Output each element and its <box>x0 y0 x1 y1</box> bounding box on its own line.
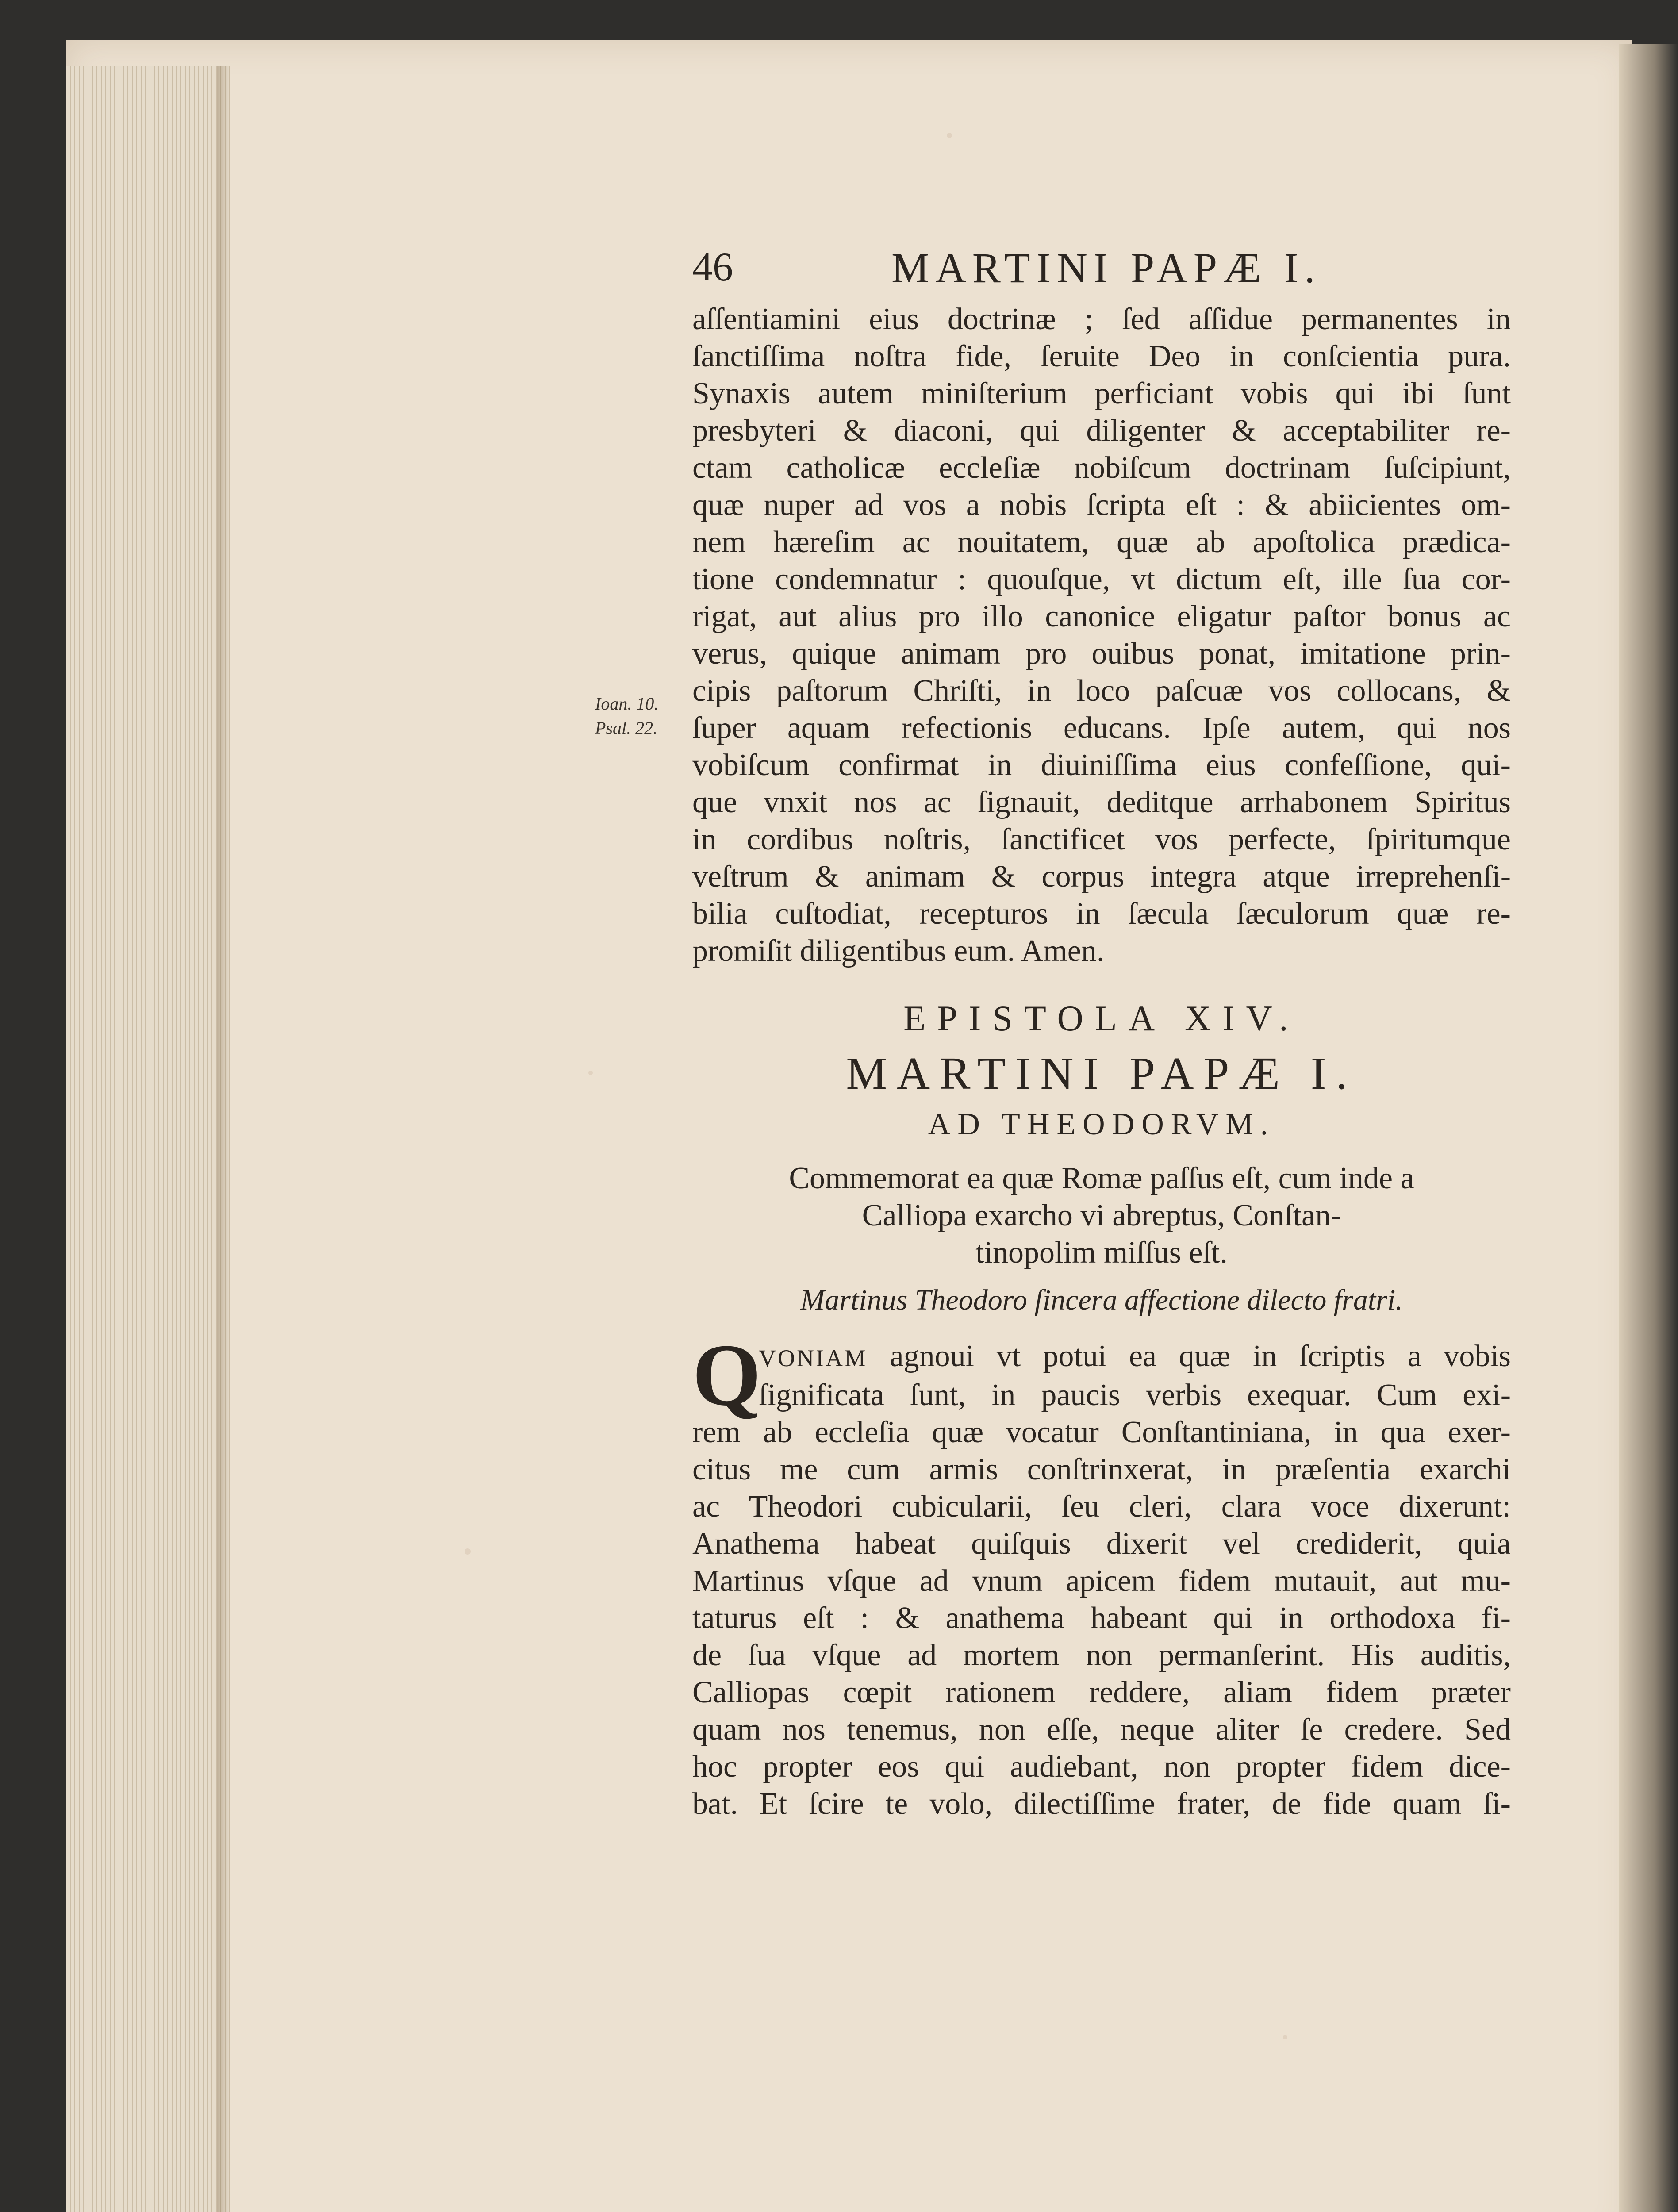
letter-body <box>692 1326 1511 1823</box>
text-line: ac Theodori cubicularii, ſeu cleri, clara voce dixerunt: <box>692 1490 1511 1524</box>
text-line: bilia cuſtodiat, recepturos in ſæcula ſæculorum quæ re- <box>692 897 1511 931</box>
text-line: Anathema habeat quiſquis dixerit vel crediderit, quia <box>692 1527 1511 1561</box>
text-line: ſignificata ſunt, in paucis verbis exequar. Cum exi- <box>759 1378 1511 1412</box>
text-line: vobiſcum confirmat in diuiniſſima eius confeſſione, qui- <box>692 748 1511 782</box>
summary-line: tinopolim miſſus eſt. <box>975 1236 1228 1270</box>
text-line: promiſit diligentibus eum. Amen. <box>692 934 1105 968</box>
text-line: cipis paſtorum Chriſti, in loco paſcuæ vos collocans, & <box>692 674 1511 708</box>
epistola-author: MARTINI PAPÆ I. <box>846 1048 1357 1099</box>
foxing-spot <box>947 133 952 138</box>
text-line: Calliopas cœpit rationem reddere, aliam fidem præter <box>692 1675 1511 1709</box>
text-line: taturus eſt : & anathema habeant qui in orthodoxa fi- <box>692 1601 1511 1635</box>
foxing-spot <box>465 1548 471 1555</box>
page-edges <box>66 66 230 2212</box>
epistola-heading: EPISTOLA XIV. <box>903 998 1300 1038</box>
foxing-spot <box>1283 2035 1287 2039</box>
text-line: presbyteri & diaconi, qui diligenter & acceptabiliter re- <box>692 414 1511 448</box>
text-line: nem hæreſim ac nouitatem, quæ ab apoſtolica prædica- <box>692 525 1511 559</box>
text-line: in cordibus noſtris, ſanctificet vos perfecte, ſpiritumque <box>692 822 1511 856</box>
text-line: aſſentiamini eius doctrinæ ; ſed aſſidue permanentes in <box>692 302 1511 336</box>
text-line: bat. Et ſcire te volo, dilectiſſime frater, de fide quam ſi- <box>692 1787 1511 1821</box>
summary-line: Calliopa exarcho vi abreptus, Conſtan- <box>862 1198 1341 1233</box>
text-line: ctam catholicæ eccleſiæ nobiſcum doctrinam ſuſcipiunt, <box>692 451 1511 485</box>
foxing-spot <box>588 1071 593 1075</box>
text-line: verus, quique animam pro ouibus ponat, imitatione prin- <box>692 637 1511 671</box>
page-number: 46 <box>692 244 733 289</box>
margin-note-psal: Psal. 22. <box>595 718 658 738</box>
text-line: Synaxis autem miniſterium perficiant vobis qui ibi ſunt <box>692 376 1511 411</box>
margin-note-ioan: Ioan. 10. <box>595 694 659 714</box>
first-line-rest: agnoui vt potui ea quæ in ſcriptis a vobis <box>890 1339 1511 1373</box>
text-line: tione condemnatur : quouſque, vt dictum eſt, ille ſua cor- <box>692 562 1511 596</box>
text-line: de ſua vſque ad mortem non permanſerint. His auditis, <box>692 1638 1511 1672</box>
text-block <box>692 234 1511 1823</box>
text-line: Martinus vſque ad vnum apicem fidem mutauit, aut mu- <box>692 1564 1511 1598</box>
salutation: Martinus Theodoro ſincera affectione dilecto fratri. <box>800 1284 1403 1316</box>
text-line: quæ nuper ad vos a nobis ſcripta eſt : & abiicientes om- <box>692 488 1511 522</box>
first-word: VONIAM <box>759 1345 868 1371</box>
page-header <box>692 234 1511 301</box>
text-line: que vnxit nos ac ſignauit, deditque arrhabonem Spiritus <box>692 785 1511 819</box>
page-edges-shadow <box>217 66 230 2212</box>
epistola-summary <box>692 1160 1511 1271</box>
text-line: hoc propter eos qui audiebant, non propter fidem dice- <box>692 1750 1511 1784</box>
text-line: veſtrum & animam & corpus integra atque irreprehenſi- <box>692 860 1511 894</box>
text-line: rem ab eccleſia quæ vocatur Conſtantiniana, in qua exer- <box>692 1415 1511 1449</box>
text-line: quam nos tenemus, non eſſe, neque aliter ſe credere. Sed <box>692 1713 1511 1747</box>
epistola-recipient: AD THEODORVM. <box>928 1107 1275 1141</box>
text-line: ſanctiſſima noſtra fide, ſeruite Deo in conſcientia pura. <box>692 339 1511 373</box>
text-line: rigat, aut alius pro illo canonice eligatur paſtor bonus ac <box>692 599 1511 634</box>
running-title: MARTINI PAPÆ I. <box>891 244 1321 292</box>
text-line: ſuper aquam refectionis educans. Ipſe autem, qui nos <box>692 711 1511 745</box>
text-line: citus me cum armis conſtrinxerat, in præſentia exarchi <box>692 1452 1511 1486</box>
drop-cap: Q <box>692 1326 761 1424</box>
summary-line: Commemorat ea quæ Romæ paſſus eſt, cum inde a <box>789 1161 1414 1195</box>
page-gutter-edge <box>1619 44 1678 2212</box>
top-text <box>692 301 1511 970</box>
letter-first-line <box>692 1338 1511 1377</box>
